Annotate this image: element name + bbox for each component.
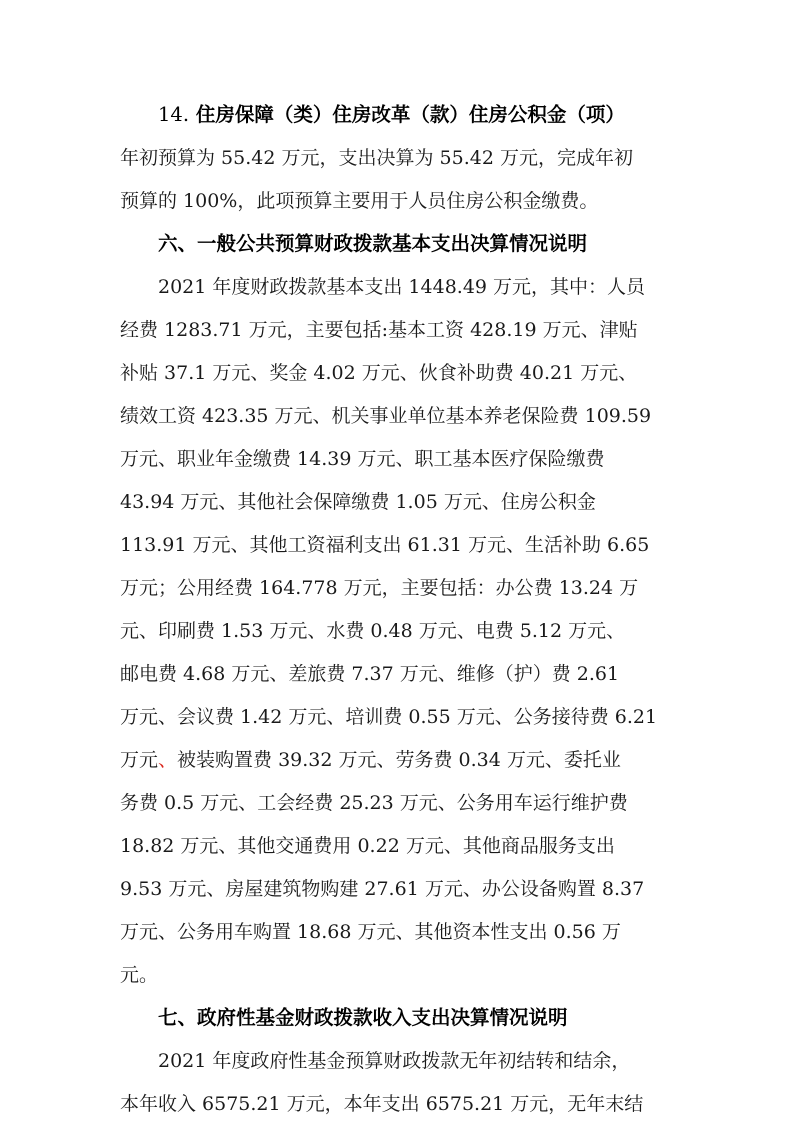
paragraph-line: 本年收入 6575.21 万元，本年支出 6575.21 万元，无年末结 xyxy=(120,1093,644,1115)
paragraph-line: 2021 年度财政拨款基本支出 1448.49 万元，其中：人员 xyxy=(158,276,646,298)
section-14-title: 住房保障（类）住房改革（款）住房公积金（项） xyxy=(195,103,625,126)
paragraph-line: 务费 0.5 万元、工会经费 25.23 万元、公务用车运行维护费 xyxy=(120,792,628,814)
paragraph-line: 补贴 37.1 万元、奖金 4.02 万元、伙食补助费 40.21 万元、 xyxy=(120,362,638,384)
paragraph-line: 绩效工资 423.35 万元、机关事业单位基本养老保险费 109.59 xyxy=(120,405,652,427)
paragraph-line: 9.53 万元、房屋建筑物购建 27.61 万元、办公设备购置 8.37 xyxy=(120,878,645,900)
paragraph-line: 邮电费 4.68 万元、差旅费 7.37 万元、维修（护）费 2.61 xyxy=(120,663,620,685)
paragraph-line: 万元、会议费 1.42 万元、培训费 0.55 万元、公务接待费 6.21 xyxy=(120,706,658,728)
section-7-heading: 七、政府性基金财政拨款收入支出决算情况说明 xyxy=(158,1006,568,1029)
paragraph-line: 年初预算为 55.42 万元，支出决算为 55.42 万元，完成年初 xyxy=(120,147,633,169)
section-14-number: 14. xyxy=(158,103,190,126)
paragraph-line: 18.82 万元、其他交通费用 0.22 万元、其他商品服务支出 xyxy=(120,835,615,857)
paragraph-line: 43.94 万元、其他社会保障缴费 1.05 万元、住房公积金 xyxy=(120,491,596,513)
paragraph-line: 113.91 万元、其他工资福利支出 61.31 万元、生活补助 6.65 xyxy=(120,534,650,556)
paragraph-line: 预算的 100%，此项预算主要用于人员住房公积金缴费。 xyxy=(120,190,599,212)
red-punctuation-mark: 、 xyxy=(158,749,178,771)
section-6-heading: 六、一般公共预算财政拨款基本支出决算情况说明 xyxy=(158,232,588,255)
paragraph-line: 万元；公用经费 164.778 万元，主要包括：办公费 13.24 万 xyxy=(120,577,639,599)
paragraph-line xyxy=(120,747,621,773)
paragraph-line: 万元、职业年金缴费 14.39 万元、职工基本医疗保险缴费 xyxy=(120,448,605,470)
line-text: 万元 xyxy=(120,749,159,771)
paragraph-line: 元。 xyxy=(120,964,159,986)
paragraph-line: 经费 1283.71 万元，主要包括:基本工资 428.19 万元、津贴 xyxy=(120,319,638,341)
paragraph-line: 元、印刷费 1.53 万元、水费 0.48 万元、电费 5.12 万元、 xyxy=(120,620,626,642)
line-text: 被装购置费 39.32 万元、劳务费 0.34 万元、委托业 xyxy=(177,749,621,771)
section-14-heading xyxy=(158,102,625,128)
paragraph-line: 2021 年度政府性基金预算财政拨款无年初结转和结余， xyxy=(158,1050,631,1072)
paragraph-line: 万元、公务用车购置 18.68 万元、其他资本性支出 0.56 万 xyxy=(120,921,621,943)
